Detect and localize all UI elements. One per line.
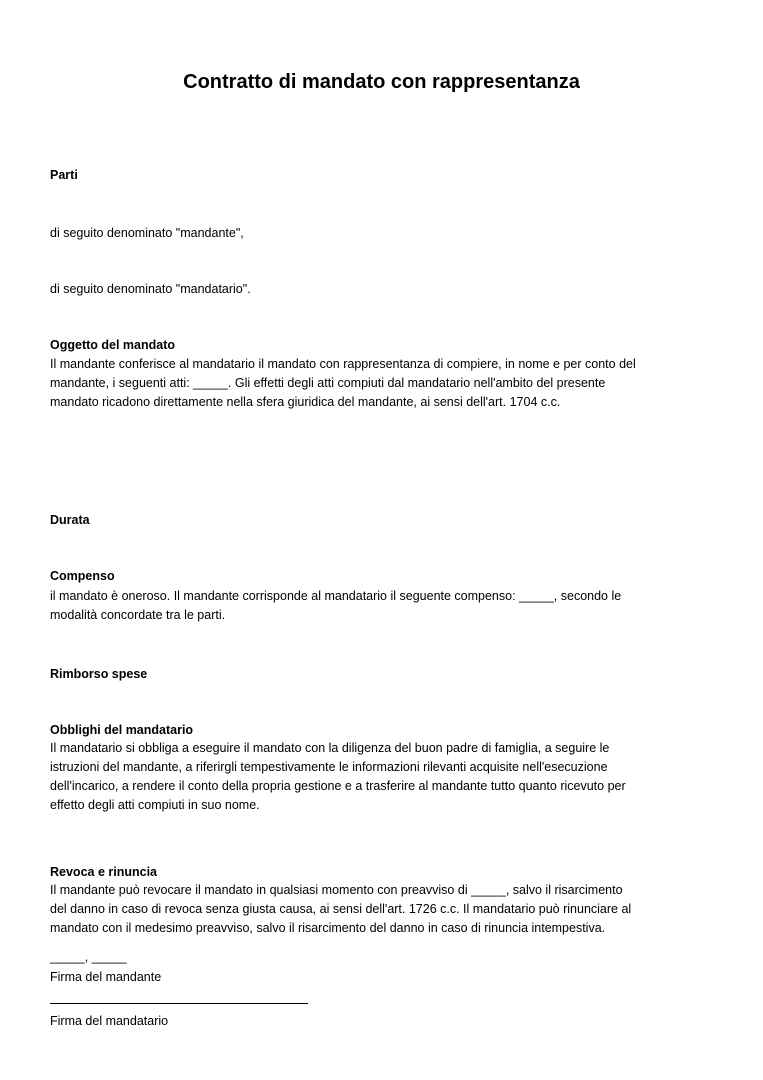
text-line: Firma del mandatario: [50, 1014, 169, 1028]
oggetto-paragraph: [50, 355, 720, 412]
document-title: Contratto di mandato con rappresentanza: [183, 71, 580, 93]
text-line: modalità concordate tra le parti.: [50, 608, 226, 622]
section-heading-durata: Durata: [50, 513, 90, 527]
text-line: il mandato è oneroso. Il mandante corrisponde al mandatario il seguente compenso: _____, secondo le: [50, 589, 622, 603]
section-heading-parti: Parti: [50, 168, 78, 182]
text-line: Il mandatario si obbliga a eseguire il mandato con la diligenza del buon padre di famiglia, a seguire le: [50, 741, 610, 755]
parti-mandatario-line: [50, 280, 720, 299]
text-line: di seguito denominato "mandante",: [50, 226, 244, 240]
compenso-paragraph: [50, 587, 720, 625]
text-line: effetto degli atti compiuti in suo nome.: [50, 798, 260, 812]
text-line: Il mandante può revocare il mandato in qualsiasi momento con preavviso di _____, salvo il risarcimento: [50, 883, 623, 897]
text-line: del danno in caso di revoca senza giusta causa, ai sensi dell'art. 1726 c.c. Il mandatario può rinunciare al: [50, 902, 632, 916]
text-line: istruzioni del mandante, a riferirgli tempestivamente le informazioni rilevanti acquisite nell'esecuzione: [50, 760, 608, 774]
signature-label-mandante: [50, 968, 720, 987]
parti-mandante-line: [50, 224, 720, 243]
text-line: di seguito denominato "mandatario".: [50, 282, 251, 296]
text-line: _____, _____: [50, 950, 127, 964]
section-heading-oggetto: Oggetto del mandato: [50, 338, 175, 352]
section-heading-revoca: Revoca e rinuncia: [50, 865, 157, 879]
text-line: mandante, i seguenti atti: _____. Gli effetti degli atti compiuti dal mandatario nell'ambito del presente: [50, 376, 606, 390]
signature-label-mandatario: [50, 1012, 720, 1031]
text-line: Il mandante conferisce al mandatario il mandato con rappresentanza di compiere, in nome e per conto del: [50, 357, 636, 371]
text-line: mandato ricadono direttamente nella sfera giuridica del mandante, ai sensi dell'art. 1704 c.c.: [50, 395, 561, 409]
section-heading-rimborso: Rimborso spese: [50, 667, 148, 681]
text-line: mandato con il medesimo preavviso, salvo il risarcimento del danno in caso di rinuncia intempestiva.: [50, 921, 606, 935]
obblighi-paragraph: [50, 739, 720, 815]
revoca-paragraph: [50, 881, 720, 938]
place-date-line: [50, 948, 720, 967]
signature-line: [50, 1003, 308, 1004]
section-heading-obblighi: Obblighi del mandatario: [50, 723, 194, 737]
text-line: Firma del mandante: [50, 970, 162, 984]
text-line: dell'incarico, a rendere il conto della propria gestione e a trasferire al mandante tutto quanto ricevuto per: [50, 779, 626, 793]
section-heading-compenso: Compenso: [50, 569, 115, 583]
